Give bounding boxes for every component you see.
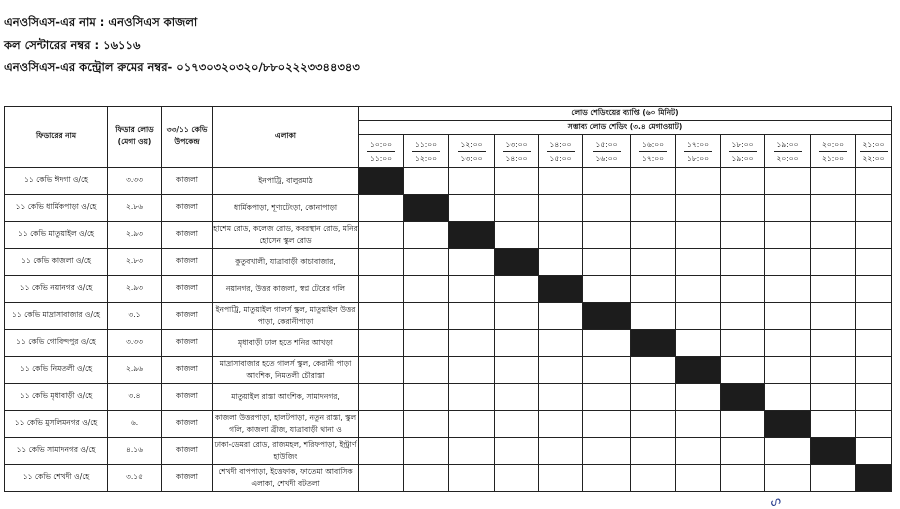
shedding-slot: [856, 438, 892, 465]
header-substation: ৩৩/১১ কেভি উপকেন্দ্র: [162, 107, 213, 168]
shedding-slot: [721, 303, 765, 330]
shedding-slot: [539, 384, 583, 411]
substation: কাজলা: [162, 438, 213, 465]
shedding-slot-active: [495, 249, 539, 276]
area: মাতুয়াইল রাস্তা আংশিক, সামাদনগর,: [213, 384, 359, 411]
feeder-name: ১১ কেভি মৃধাবাড়ী ও/হে: [5, 384, 108, 411]
slot-end: ১২:০০: [414, 153, 438, 163]
substation: কাজলা: [162, 276, 213, 303]
slot-end: ১৫:০০: [549, 153, 572, 163]
shedding-slot-active: [765, 411, 811, 438]
feeder-load: ২.৯৩: [108, 222, 162, 249]
shedding-slot: [631, 249, 676, 276]
slot-end: ১৩:০০: [460, 153, 483, 163]
slot-start: ১১:০০: [414, 139, 437, 149]
shedding-slot: [495, 465, 539, 492]
feeder-name: ১১ কেভি ঈদগা ও/হে: [5, 168, 108, 195]
shedding-slot: [583, 357, 631, 384]
shedding-slot-active: [856, 465, 892, 492]
shedding-slot: [495, 222, 539, 249]
shedding-slot: [583, 168, 631, 195]
shedding-slot: [404, 357, 449, 384]
slot-start: ১০:০০: [369, 139, 393, 149]
shedding-slot: [449, 357, 495, 384]
shedding-slot: [631, 438, 676, 465]
shedding-slot: [721, 222, 765, 249]
shedding-slot: [765, 330, 811, 357]
shedding-slot: [404, 303, 449, 330]
shedding-slot: [631, 276, 676, 303]
feeder-load: ৩.৪: [108, 384, 162, 411]
slot-end: ১৭:০০: [641, 153, 665, 163]
shedding-slot: [676, 249, 721, 276]
shedding-slot: [583, 195, 631, 222]
area: ইনপাট্রি, মাতুয়াইল গালর্স স্কুল, মাতুয়াইল উত্তর পাড়া, কেরানীপাড়া: [213, 303, 359, 330]
table-row: [5, 249, 892, 276]
slot-start: ১৭:০০: [686, 139, 710, 149]
ink-mark-icon: ᔕ: [767, 492, 783, 509]
shedding-slot: [721, 465, 765, 492]
substation: কাজলা: [162, 384, 213, 411]
feeder-name: ১১ কেভি মাদ্রাসাবাজার ও/হে: [5, 303, 108, 330]
shedding-slot: [539, 195, 583, 222]
slot-start: ১৮:০০: [731, 139, 754, 149]
feeder-name: ১১ কেভি কাজলা ও/হে: [5, 249, 108, 276]
slot-end: ২২:০০: [862, 153, 885, 163]
shedding-slot: [631, 411, 676, 438]
shedding-slot: [856, 168, 892, 195]
feeder-name: ১১ কেভি নিমতলী ও/হে: [5, 357, 108, 384]
time-slot-header: [811, 135, 856, 168]
table-row: [5, 168, 892, 195]
table-row: [5, 276, 892, 303]
shedding-slot: [359, 195, 404, 222]
feeder-load: ৩.১: [108, 303, 162, 330]
shedding-slot: [721, 168, 765, 195]
shedding-slot: [495, 168, 539, 195]
control-room-number: এনওসিএস-এর কন্ট্রোল রুমের নম্বর- ০১৭৩০৩২০৩২০/৮৮০২২২৩৩৪৪৩৪৩: [4, 60, 360, 74]
shedding-slot: [721, 249, 765, 276]
slot-start: ১৩:০০: [505, 139, 528, 149]
shedding-slot: [449, 195, 495, 222]
shedding-slot: [631, 168, 676, 195]
shedding-slot: [583, 438, 631, 465]
feeder-name: ১১ কেভি সামাদনগর ও/হে: [5, 438, 108, 465]
shedding-slot: [583, 465, 631, 492]
shedding-slot: [811, 249, 856, 276]
area: ইনপাট্রি, বালুরমাঠ: [213, 168, 359, 195]
shedding-slot-active: [359, 168, 404, 195]
area: কাজলা উত্তরপাড়া, হালটপাড়া, নতুন রাস্তা, স্কুল গলি, কাজলা ব্রীজ, যাত্রাবাড়ী থানা ও: [213, 411, 359, 438]
slot-start: ১৬:০০: [641, 139, 665, 149]
shedding-slot: [676, 465, 721, 492]
time-slot-header: [359, 135, 404, 168]
table-row: [5, 465, 892, 492]
shedding-slot: [404, 438, 449, 465]
shedding-slot: [583, 222, 631, 249]
time-slot-header: [449, 135, 495, 168]
feeder-name: ১১ কেভি গোবিন্দপুর ও/হে: [5, 330, 108, 357]
shedding-slot: [449, 438, 495, 465]
area: মাদ্রাসাবাজার হতে গালর্স স্কুল, কেরানী পাড়া আংশিক, নিমতলী চৌরাস্তা: [213, 357, 359, 384]
shedding-slot: [359, 222, 404, 249]
shedding-slot: [676, 330, 721, 357]
shedding-slot: [449, 168, 495, 195]
feeder-load: ৩.৩৩: [108, 330, 162, 357]
shedding-slot: [765, 249, 811, 276]
slot-end: ১৯:০০: [731, 153, 754, 163]
shedding-slot: [856, 330, 892, 357]
time-slot-header: [583, 135, 631, 168]
time-slot-header: [631, 135, 676, 168]
substation: কাজলা: [162, 168, 213, 195]
shedding-slot-active: [676, 357, 721, 384]
shedding-slot: [449, 249, 495, 276]
shedding-slot: [676, 168, 721, 195]
slot-start: ২১:০০: [862, 139, 885, 149]
feeder-name: ১১ কেভি নয়ানগর ও/হে: [5, 276, 108, 303]
area: মৃধাবাড়ী ঢাল হতে শনির আখড়া: [213, 330, 359, 357]
shedding-slot: [676, 276, 721, 303]
shedding-slot: [404, 168, 449, 195]
shedding-slot: [359, 411, 404, 438]
feeder-load: ৩.৩৩: [108, 168, 162, 195]
table-row: [5, 384, 892, 411]
shedding-slot: [404, 411, 449, 438]
feeder-load: ২.৯৬: [108, 357, 162, 384]
shedding-slot: [856, 195, 892, 222]
shedding-slot: [449, 276, 495, 303]
shedding-slot: [404, 276, 449, 303]
shedding-slot: [811, 384, 856, 411]
feeder-load: ৪.১৬: [108, 438, 162, 465]
shedding-slot: [811, 330, 856, 357]
shedding-slot: [404, 465, 449, 492]
area: শেখদী বাপপাড়া, ইত্তেফাক, ফাতেমা আবাসিক এলাকা, শেখদী বটতলা: [213, 465, 359, 492]
shedding-slot: [765, 222, 811, 249]
shedding-slot: [539, 438, 583, 465]
shedding-slot: [495, 357, 539, 384]
shedding-slot: [811, 303, 856, 330]
shedding-slot: [495, 330, 539, 357]
shedding-slot: [539, 330, 583, 357]
shedding-slot: [449, 330, 495, 357]
time-slot-header: [676, 135, 721, 168]
shedding-slot: [676, 438, 721, 465]
shedding-slot: [583, 411, 631, 438]
substation: কাজলা: [162, 303, 213, 330]
shedding-slot: [359, 465, 404, 492]
slot-end: ১৬:০০: [595, 153, 618, 163]
slot-start: ১২:০০: [460, 139, 483, 149]
table-row: [5, 195, 892, 222]
slot-start: ১৯:০০: [776, 139, 799, 149]
header-area: এলাকা: [213, 107, 359, 168]
shedding-slot-active: [631, 330, 676, 357]
shedding-slot: [856, 411, 892, 438]
shedding-slot: [765, 195, 811, 222]
shedding-slot: [359, 357, 404, 384]
feeder-load: ২.৮৬: [108, 195, 162, 222]
shedding-slot: [765, 438, 811, 465]
shedding-slot: [676, 303, 721, 330]
shedding-slot: [495, 411, 539, 438]
header-feeder-name: ফিডারের নাম: [5, 107, 108, 168]
shedding-slot: [721, 330, 765, 357]
time-slot-header: [404, 135, 449, 168]
shedding-slot: [359, 438, 404, 465]
center-name: এনওসিএস-এর নাম : এনওসিএস কাজলা: [4, 15, 198, 29]
header-probable-shedding: সম্ভাব্য লোড শেডিং (৩.৪ মেগাওয়াট): [359, 121, 892, 135]
shedding-slot: [583, 249, 631, 276]
slot-end: ২০:০০: [776, 153, 799, 163]
time-slot-header: [495, 135, 539, 168]
shedding-slot: [765, 276, 811, 303]
shedding-slot: [449, 411, 495, 438]
feeder-load: ২.৯৩: [108, 276, 162, 303]
load-shedding-table: [4, 106, 892, 492]
shedding-slot: [765, 168, 811, 195]
shedding-slot: [495, 438, 539, 465]
shedding-slot: [631, 465, 676, 492]
slot-end: ১৮:০০: [686, 153, 709, 163]
shedding-slot: [721, 411, 765, 438]
shedding-slot: [404, 330, 449, 357]
substation: কাজলা: [162, 195, 213, 222]
shedding-slot: [359, 249, 404, 276]
shedding-slot: [631, 222, 676, 249]
shedding-slot-active: [721, 384, 765, 411]
slot-end: ২১:০০: [821, 153, 845, 163]
shedding-slot: [539, 411, 583, 438]
slot-start: ১৪:০০: [549, 139, 572, 149]
shedding-slot: [856, 222, 892, 249]
shedding-slot: [495, 276, 539, 303]
shedding-slot: [856, 276, 892, 303]
table-row: [5, 438, 892, 465]
shedding-slot-active: [404, 195, 449, 222]
shedding-slot: [811, 222, 856, 249]
shedding-slot: [811, 195, 856, 222]
area: ঢাকা-ডেমরা রোড, রাজমহল, শরিফপাড়া, ইন্ট্রার্ণ হাউজিং: [213, 438, 359, 465]
shedding-slot: [765, 357, 811, 384]
area: হাশেম রোড, কলেজ রোড, কবরস্থান রোড, মনির হোসেন স্কুল রোড: [213, 222, 359, 249]
header-feeder-load: ফিডার লোড (মেগা ওয়): [108, 107, 162, 168]
feeder-load: ৬.: [108, 411, 162, 438]
shedding-slot: [539, 249, 583, 276]
shedding-slot: [765, 303, 811, 330]
shedding-slot: [449, 465, 495, 492]
area: ধার্মিকপাড়া, শূণ্যটেংড়া, কোনাপাড়া: [213, 195, 359, 222]
shedding-slot-active: [449, 222, 495, 249]
shedding-slot: [359, 330, 404, 357]
feeder-name: ১১ কেভি ধার্মিকপাড়া ও/হে: [5, 195, 108, 222]
table-row: [5, 330, 892, 357]
shedding-slot: [631, 303, 676, 330]
shedding-slot-active: [539, 276, 583, 303]
shedding-slot: [856, 384, 892, 411]
shedding-slot: [449, 303, 495, 330]
substation: কাজলা: [162, 330, 213, 357]
area: কুতুবখালী, যাত্রাবাড়ী কাচাবাজার,: [213, 249, 359, 276]
shedding-slot: [539, 222, 583, 249]
shedding-slot: [404, 384, 449, 411]
substation: কাজলা: [162, 249, 213, 276]
slot-start: ১৫:০০: [595, 139, 618, 149]
substation: কাজলা: [162, 357, 213, 384]
shedding-slot: [583, 276, 631, 303]
table-row: [5, 357, 892, 384]
feeder-load: ৩.১৫: [108, 465, 162, 492]
shedding-slot: [539, 168, 583, 195]
time-slot-header: [539, 135, 583, 168]
shedding-slot: [856, 357, 892, 384]
time-slot-header: [856, 135, 892, 168]
shedding-slot: [721, 195, 765, 222]
shedding-slot: [449, 384, 495, 411]
shedding-slot: [495, 195, 539, 222]
table-row: [5, 303, 892, 330]
substation: কাজলা: [162, 411, 213, 438]
shedding-slot: [856, 249, 892, 276]
shedding-slot: [676, 411, 721, 438]
shedding-slot: [856, 303, 892, 330]
slot-end: ১১:০০: [369, 153, 392, 163]
slot-start: ২০:০০: [821, 139, 845, 149]
shedding-slot-active: [583, 303, 631, 330]
feeder-load: ২.৮৩: [108, 249, 162, 276]
shedding-slot: [811, 465, 856, 492]
shedding-slot: [539, 303, 583, 330]
shedding-slot: [811, 168, 856, 195]
shedding-slot: [404, 249, 449, 276]
shedding-slot: [811, 411, 856, 438]
shedding-slot: [631, 357, 676, 384]
shedding-slot: [676, 384, 721, 411]
shedding-slot: [721, 357, 765, 384]
table-row: [5, 411, 892, 438]
shedding-slot: [721, 276, 765, 303]
shedding-slot: [583, 330, 631, 357]
table-row: [5, 222, 892, 249]
shedding-slot: [676, 222, 721, 249]
shedding-slot: [404, 222, 449, 249]
shedding-slot-active: [811, 438, 856, 465]
time-slot-header: [765, 135, 811, 168]
area: নয়ানগর, উত্তর কাজলা, স্বপ্ন টেরের গলি: [213, 276, 359, 303]
feeder-name: ১১ কেভি মুসলিমনগর ও/হে: [5, 411, 108, 438]
shedding-slot: [721, 438, 765, 465]
shedding-slot: [765, 465, 811, 492]
shedding-slot: [583, 384, 631, 411]
shedding-slot: [495, 303, 539, 330]
shedding-slot: [539, 357, 583, 384]
shedding-slot: [631, 384, 676, 411]
feeder-name: ১১ কেভি মাতুয়াইল ও/হে: [5, 222, 108, 249]
shedding-slot: [765, 384, 811, 411]
shedding-slot: [359, 303, 404, 330]
shedding-slot: [811, 276, 856, 303]
shedding-slot: [631, 195, 676, 222]
shedding-slot: [676, 195, 721, 222]
shedding-slot: [359, 384, 404, 411]
shedding-slot: [495, 384, 539, 411]
shedding-slot: [359, 276, 404, 303]
substation: কাজলা: [162, 465, 213, 492]
shedding-slot: [539, 465, 583, 492]
substation: কাজলা: [162, 222, 213, 249]
feeder-name: ১১ কেভি শেখদী ও/হে: [5, 465, 108, 492]
time-slot-header: [721, 135, 765, 168]
header-duration: লোড শেডিংয়ের ব্যাপ্তি (৬০ মিনিট): [359, 107, 892, 121]
slot-end: ১৪:০০: [505, 153, 528, 163]
shedding-slot: [811, 357, 856, 384]
call-center-number: কল সেন্টারের নম্বর : ১৬১১৬: [4, 38, 141, 52]
